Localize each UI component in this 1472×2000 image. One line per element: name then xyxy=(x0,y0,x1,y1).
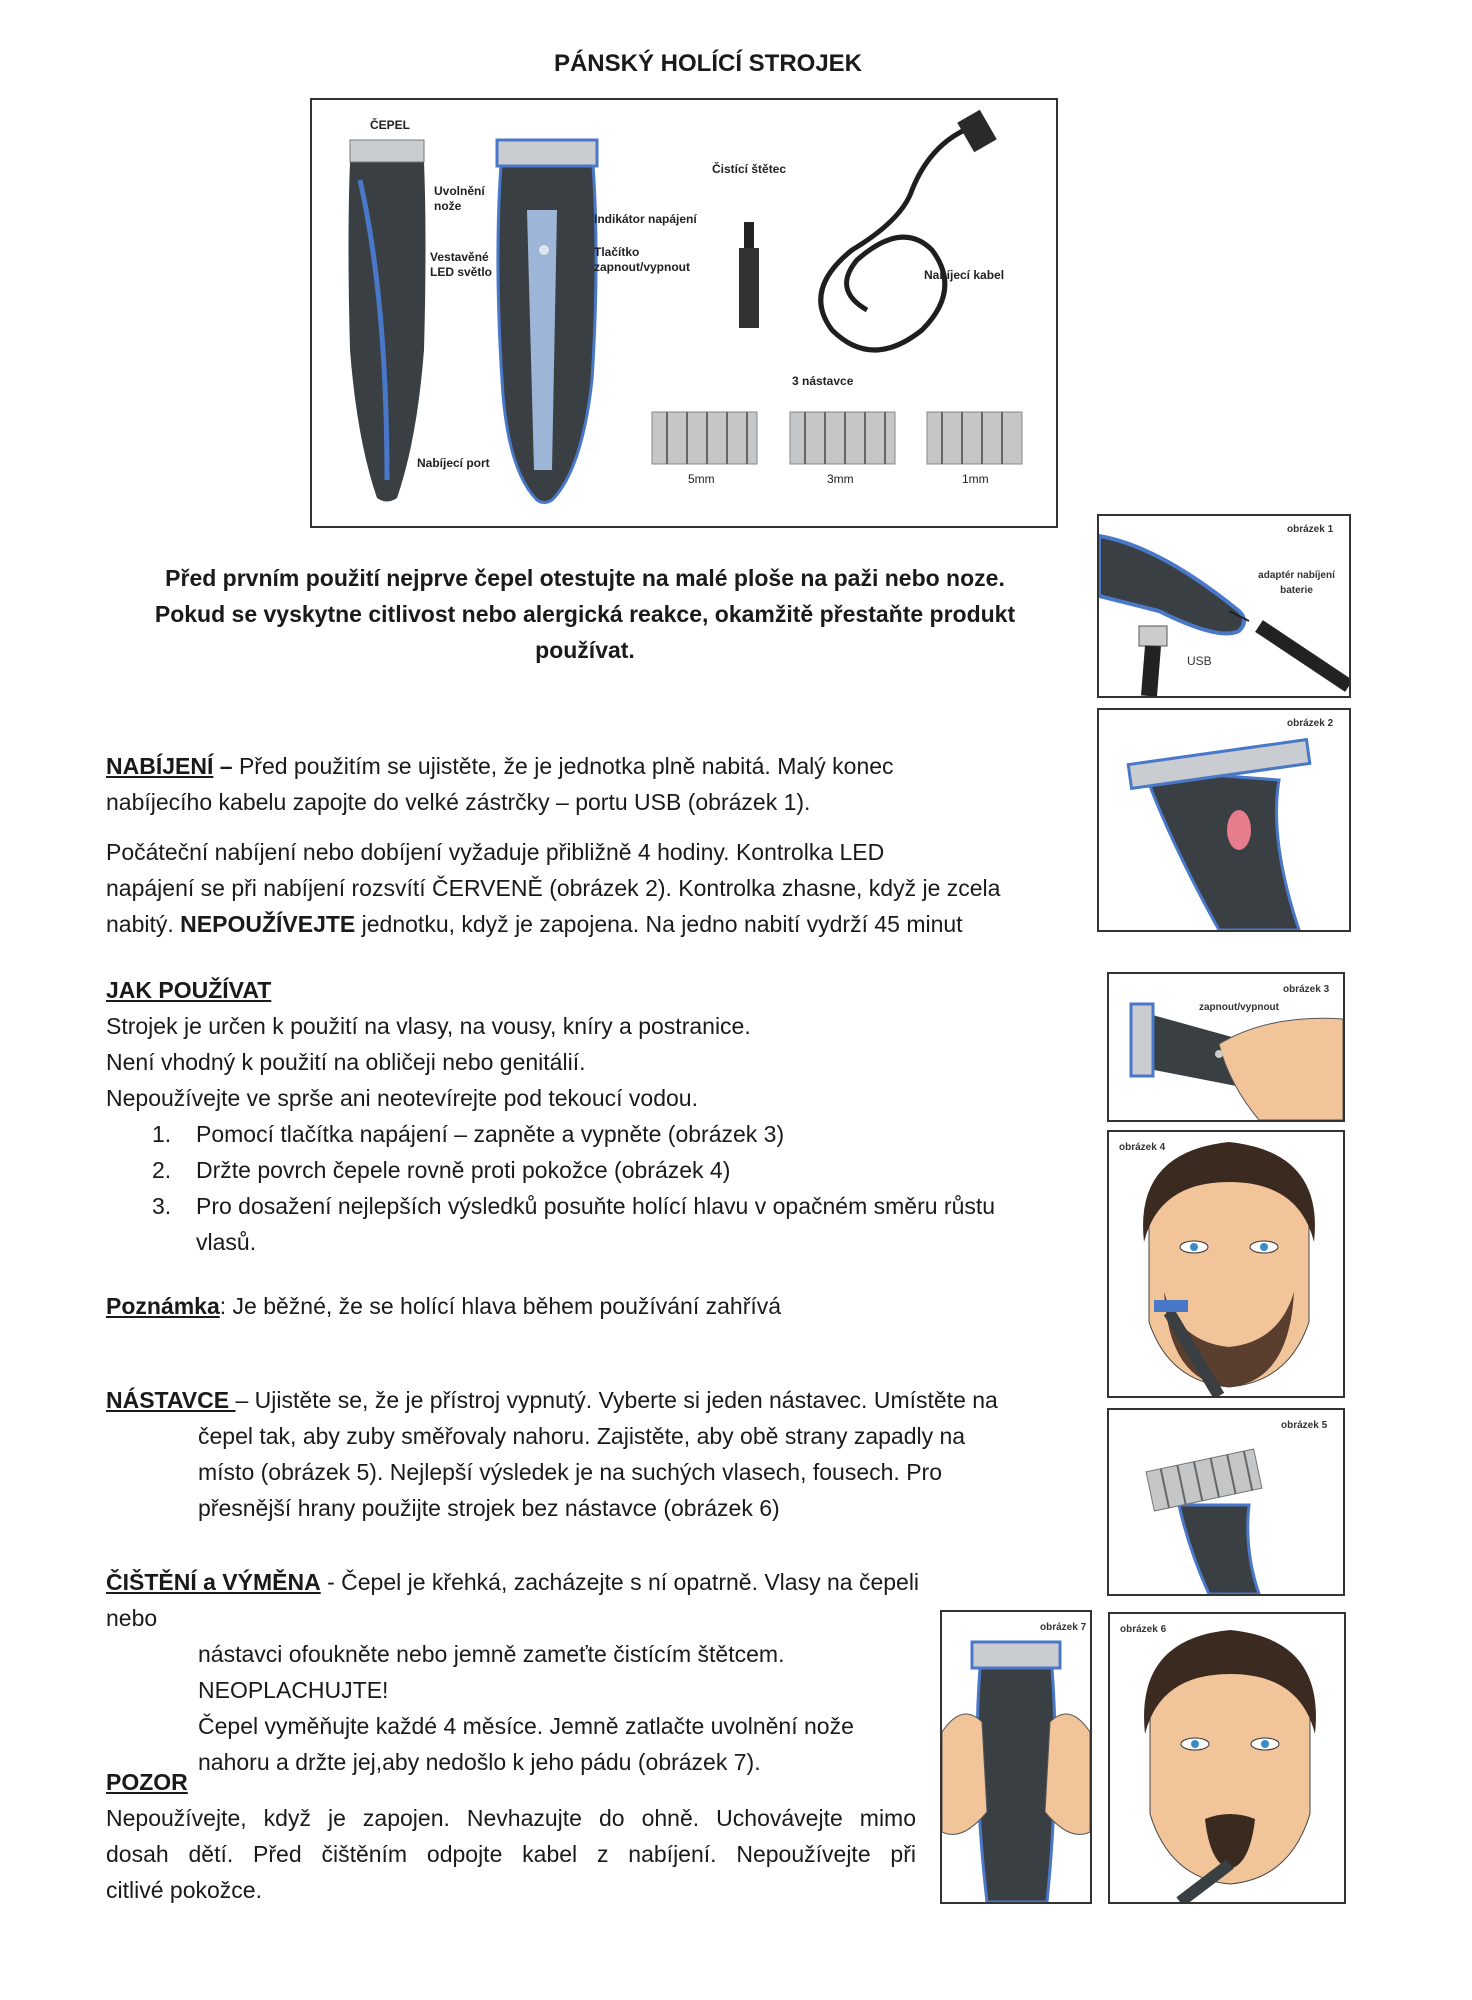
howto-step3-cont: vlasů. xyxy=(196,1229,257,1255)
howto-section xyxy=(106,972,1096,1260)
warning-line-2: Pokud se vyskytne citlivost nebo alergická reakce, okamžitě přestaňte produkt xyxy=(154,601,1016,627)
figure-3 xyxy=(1107,972,1345,1122)
note-text: : Je běžné, že se holící hlava během používání zahřívá xyxy=(219,1293,782,1319)
charging-p2 xyxy=(106,834,1096,942)
page-title: PÁNSKÝ HOLÍCÍ STROJEK xyxy=(553,50,863,77)
howto-line-2: Není vhodný k použití na obličeji nebo genitálií. xyxy=(106,1049,586,1075)
figure-1 xyxy=(1097,514,1351,698)
caution-line-1: Nepoužívejte, když je zapojen. Nevhazujte do ohně. Uchovávejte mimo xyxy=(106,1805,916,1831)
charging-p1 xyxy=(106,748,1096,820)
warning-line-3: používat. xyxy=(535,637,635,663)
label-comb-1mm: 1mm xyxy=(962,472,989,486)
label-brush: Čistící štětec xyxy=(712,162,787,176)
caution-line-3: citlivé pokožce. xyxy=(106,1877,262,1903)
figure-6-tag: obrázek 6 xyxy=(1120,1624,1167,1635)
figure-7 xyxy=(940,1610,1092,1904)
label-blade: ČEPEL xyxy=(370,118,411,132)
figure-3-label: zapnout/vypnout xyxy=(1199,1002,1279,1013)
charging-p2-line3a: nabitý. xyxy=(106,911,181,937)
figure-1-adapter-label: adaptér nabíjení baterie xyxy=(1258,570,1335,596)
warning-line-1: Před prvním použití nejprve čepel otestujte na malé ploše na paži nebo noze. xyxy=(165,565,1005,591)
label-port: Nabíjecí port xyxy=(417,456,490,470)
caution-heading: POZOR xyxy=(106,1769,188,1795)
figure-7-tag: obrázek 7 xyxy=(1040,1622,1087,1633)
howto-step: 1. Pomocí tlačítka napájení – zapněte a vypněte (obrázek 3) xyxy=(152,1121,785,1147)
figure-1-tag: obrázek 1 xyxy=(1287,524,1334,535)
label-combs: 3 nástavce xyxy=(792,374,854,388)
howto-steps xyxy=(106,1116,1096,1260)
howto-line-3: Nepoužívejte ve sprše ani neotevírejte pod tekoucí vodou. xyxy=(106,1085,698,1111)
charging-heading: NABÍJENÍ xyxy=(106,753,214,779)
charging-p1-line1: Před použitím se ujistěte, že je jednotka plně nabitá. Malý konec xyxy=(238,753,894,779)
label-comb-3mm: 3mm xyxy=(827,472,854,486)
label-led: Vestavěné LED světlo xyxy=(430,250,493,279)
charging-p1-line2: nabíjecího kabelu zapojte do velké zástrčky – portu USB (obrázek 1). xyxy=(106,789,811,815)
charging-p2-line1: Počáteční nabíjení nebo dobíjení vyžaduje přibližně 4 hodiny. Kontrolka LED xyxy=(106,839,885,865)
figure-5-tag: obrázek 5 xyxy=(1281,1420,1328,1431)
figure-3-tag: obrázek 3 xyxy=(1283,984,1330,995)
cleaning-line-1: - Čepel je křehká, zacházejte s ní opatrně. Vlasy na čepeli nebo xyxy=(106,1569,920,1631)
label-cable: Nabíjecí kabel xyxy=(924,268,1005,282)
note-heading: Poznámka xyxy=(106,1293,220,1319)
figure-5 xyxy=(1107,1408,1345,1596)
attachments-line-2: čepel tak, aby zuby směřovaly nahoru. Zajistěte, aby obě strany zapadly na xyxy=(198,1423,966,1449)
figure-2-tag: obrázek 2 xyxy=(1287,718,1334,729)
howto-step: 3. Pro dosažení nejlepších výsledků posuňte holící hlavu v opačném směru růstu vlasů. xyxy=(152,1193,996,1255)
note-section xyxy=(106,1288,1096,1324)
figure-1-usb-label: USB xyxy=(1187,654,1212,668)
charging-section xyxy=(106,748,1096,942)
caution-section xyxy=(106,1764,916,1908)
attachments-section xyxy=(106,1382,1096,1526)
howto-line-1: Strojek je určen k použití na vlasy, na vousy, kníry a postranice. xyxy=(106,1013,751,1039)
figure-6 xyxy=(1108,1612,1346,1904)
charging-p2-bold: NEPOUŽÍVEJTE xyxy=(180,911,356,937)
attachments-line-3: místo (obrázek 5). Nejlepší výsledek je na suchých vlasech, fousech. Pro xyxy=(198,1459,943,1485)
cleaning-line-2: nástavci ofoukněte nebo jemně zameťte čistícím štětcem. xyxy=(198,1641,785,1667)
attachments-line-1: – Ujistěte se, že je přístroj vypnutý. Vyberte si jeden nástavec. Umístěte na xyxy=(235,1387,998,1413)
charging-p2-line2: napájení se při nabíjení rozsvítí ČERVENĚ (obrázek 2). Kontrolka zhasne, když je zcela xyxy=(106,875,1001,901)
figure-4-tag: obrázek 4 xyxy=(1119,1142,1166,1153)
cleaning-line-5: nahoru a držte jej,aby nedošlo k jeho pádu (obrázek 7). xyxy=(198,1749,761,1775)
cleaning-heading: ČIŠTĚNÍ a VÝMĚNA xyxy=(106,1569,321,1595)
figure-2 xyxy=(1097,708,1351,932)
figure-4 xyxy=(1107,1130,1345,1398)
label-button: Tlačítko zapnout/vypnout xyxy=(594,245,690,274)
caution-line-2: dosah dětí. Před čištěním odpojte kabel z nabíjení. Nepoužívejte při xyxy=(106,1841,916,1867)
label-comb-5mm: 5mm xyxy=(688,472,715,486)
attachments-line-4: přesnější hrany použijte strojek bez nástavce (obrázek 6) xyxy=(198,1495,780,1521)
warning-block xyxy=(110,560,1060,668)
charging-p2-line3b: jednotku, když je zapojena. Na jedno nabití vydrží 45 minut xyxy=(355,911,963,937)
attachments-heading: NÁSTAVCE xyxy=(106,1387,236,1413)
label-power-indicator: Indikátor napájení xyxy=(594,212,697,226)
howto-heading: JAK POUŽÍVAT xyxy=(106,977,272,1003)
product-image xyxy=(310,98,1058,528)
cleaning-line-3: NEOPLACHUJTE! xyxy=(198,1677,389,1703)
label-release: Uvolnění nože xyxy=(434,184,485,213)
howto-step: 2. Držte povrch čepele rovně proti pokožce (obrázek 4) xyxy=(152,1157,731,1183)
charging-dash: – xyxy=(213,753,239,779)
cleaning-line-4: Čepel vyměňujte každé 4 měsíce. Jemně zatlačte uvolnění nože xyxy=(198,1713,854,1739)
cleaning-section xyxy=(106,1564,936,1780)
